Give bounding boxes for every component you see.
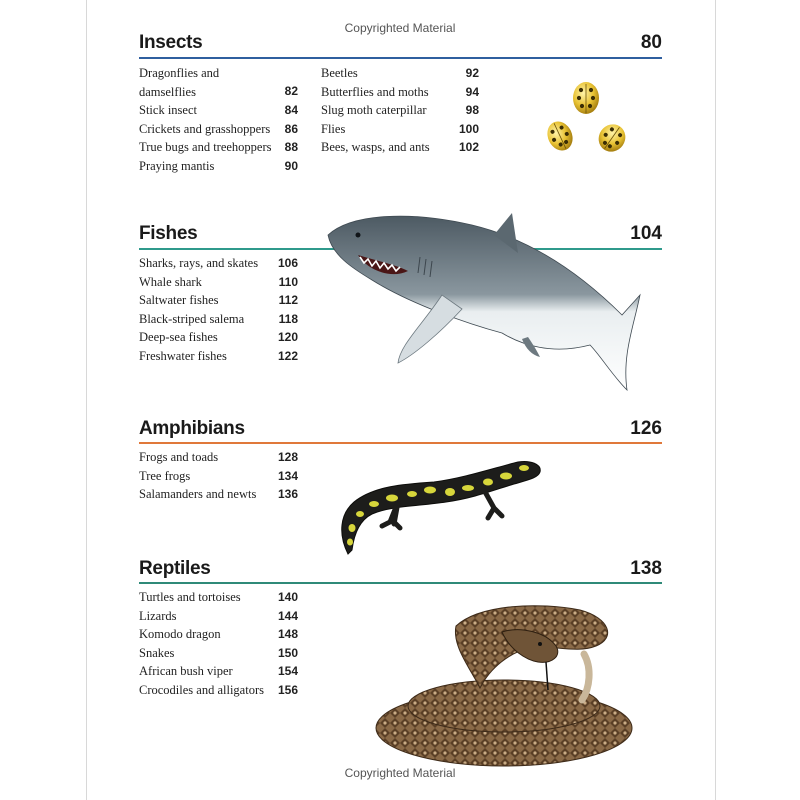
toc-entry[interactable] [139,467,298,486]
beetle-left [543,117,577,154]
toc-entry[interactable] [139,448,298,467]
entry-label: Tree frogs [139,468,191,483]
section-page-number: 104 [630,223,662,244]
toc-entry[interactable] [139,291,298,310]
entry-label: Flies [321,121,346,136]
entry-page: 128 [277,450,298,464]
watermark-bottom: Copyrighted Material [344,766,456,780]
entry-label: Whale shark [139,274,202,289]
entry-page: 148 [277,627,298,642]
entry-label: Dragonflies and damselflies [139,66,220,99]
watermark-top: Copyrighted Material [344,21,456,35]
toc-entry[interactable] [139,310,298,329]
toc-entry[interactable] [139,662,298,681]
entry-page: 92 [465,66,479,80]
ladybird-beetles-image [540,76,640,160]
toc-entry[interactable] [139,681,298,700]
entry-page: 82 [284,84,298,98]
entry-page: 144 [277,608,298,623]
entry-page: 106 [277,256,298,270]
toc-entry[interactable] [139,347,298,366]
entry-label: Slug moth caterpillar [321,103,427,118]
entry-label: Butterflies and moths [321,84,429,99]
toc-entry[interactable] [139,101,298,120]
section-header-amphibians [139,418,662,442]
entry-label: Bees, wasps, and ants [321,140,430,155]
entry-page: 86 [284,121,298,136]
insects-col-1 [139,64,298,175]
snake-middle-coil [408,680,600,732]
entry-page: 156 [277,682,298,697]
section-header-reptiles [139,558,662,582]
toc-entry[interactable] [321,83,479,102]
entry-label: Snakes [139,645,175,660]
snake-eye [538,642,542,646]
amphibians-entries [139,448,298,504]
snake-rattle [582,654,589,700]
toc-entry[interactable] [321,101,479,120]
toc-entry[interactable] [139,588,298,607]
salamander-back-leg [484,490,502,518]
beetle-top [573,82,599,114]
entry-label: True bugs and treehoppers [139,140,272,155]
section-page-number: 80 [640,32,662,53]
entry-label: Freshwater fishes [139,348,227,363]
entry-page: 120 [277,330,298,345]
section-page-number: 138 [630,558,662,579]
entry-label: Komodo dragon [139,627,221,642]
entry-page: 90 [284,158,298,173]
section-rule [139,442,662,444]
toc-entry[interactable] [139,607,298,626]
entry-label: Crickets and grasshoppers [139,121,271,136]
toc-entry[interactable] [139,254,298,273]
entry-label: Black-striped salema [139,311,245,326]
section-title: Insects [139,32,203,53]
entry-page: 84 [284,103,298,117]
entry-page: 154 [277,664,298,679]
toc-entry[interactable] [321,64,479,83]
toc-entry[interactable] [321,138,479,157]
section-title: Reptiles [139,558,211,579]
entry-label: African bush viper [139,664,233,679]
entry-page: 88 [284,140,298,155]
entry-label: Frogs and toads [139,450,219,464]
entry-label: Lizards [139,608,177,623]
entry-page: 100 [458,121,479,136]
entry-label: Saltwater fishes [139,293,219,308]
rattlesnake-image [370,598,638,770]
section-header-insects [139,32,662,56]
toc-entry[interactable] [139,273,298,292]
entry-page: 94 [465,84,479,99]
entry-label: Praying mantis [139,158,215,173]
toc-entry[interactable] [139,644,298,663]
entry-label: Deep-sea fishes [139,330,218,345]
section-rule [139,57,662,59]
shark-eye [356,233,361,238]
entry-page: 134 [277,468,298,483]
section-title: Fishes [139,223,198,244]
entry-page: 118 [278,311,298,326]
entry-label: Stick insect [139,103,197,117]
toc-entry[interactable] [139,328,298,347]
toc-entry[interactable] [139,138,298,157]
toc-entry[interactable] [139,64,298,101]
section-rule [139,582,662,584]
entry-page: 112 [278,293,298,308]
reptiles-entries [139,588,298,700]
toc-entry[interactable] [139,157,298,176]
toc-entry[interactable] [321,120,479,139]
entry-page: 98 [465,103,479,118]
entry-label: Crocodiles and alligators [139,682,264,697]
beetle-right [593,119,630,157]
entry-page: 110 [278,274,298,289]
entry-label: Turtles and tortoises [139,590,241,604]
salamander-spots [347,465,529,546]
section-page-number: 126 [630,418,662,439]
entry-page: 150 [277,645,298,660]
entry-label: Beetles [321,66,358,80]
toc-entry[interactable] [139,485,298,504]
entry-page: 122 [277,348,298,363]
entry-label: Sharks, rays, and skates [139,256,259,270]
toc-entry[interactable] [139,120,298,139]
great-white-shark-image [322,205,652,395]
fishes-entries [139,254,298,366]
tiger-salamander-image [334,454,546,558]
insects-col-2 [321,64,479,157]
entry-label: Salamanders and newts [139,487,257,502]
toc-entry[interactable] [139,625,298,644]
entry-page: 140 [277,590,298,604]
entry-page: 102 [458,140,479,155]
entry-page: 136 [277,487,298,502]
section-title: Amphibians [139,418,245,439]
shark-body [328,216,640,390]
